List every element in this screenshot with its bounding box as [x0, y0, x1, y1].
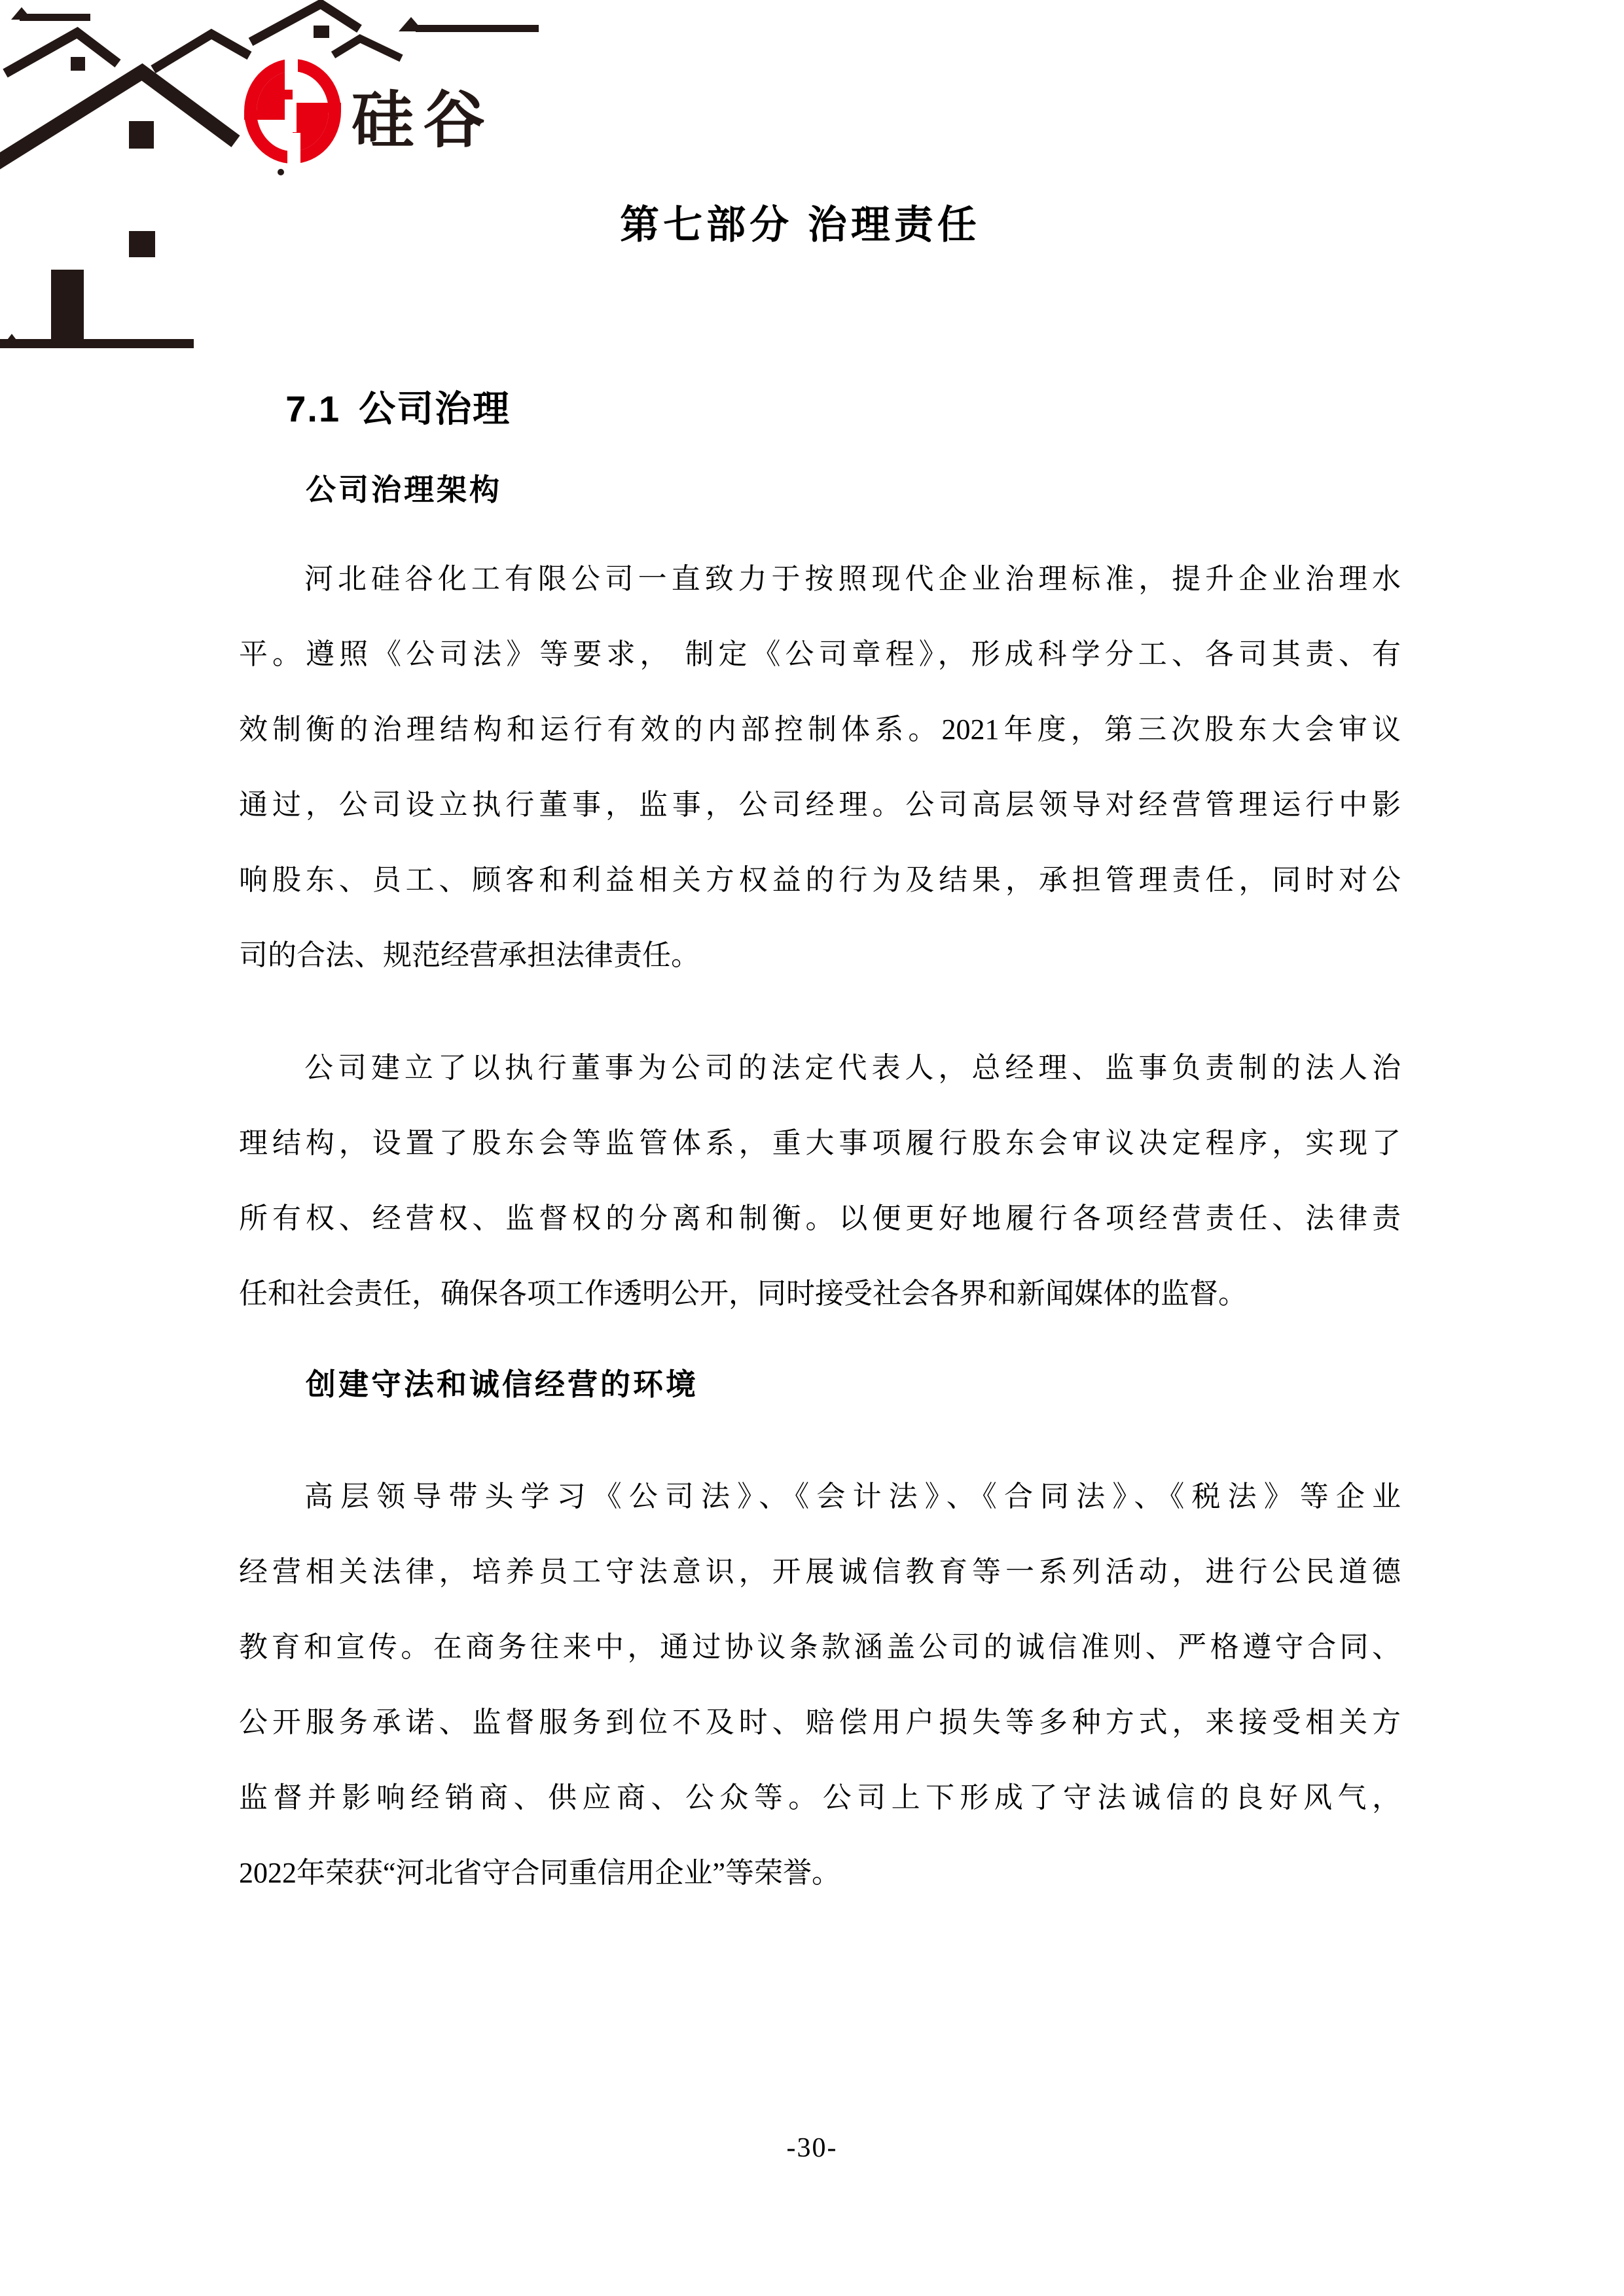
section-heading: [240, 338, 511, 475]
section-name: 公司治理: [359, 388, 511, 429]
body-line: 2022年荣获“河北省守合同重信用企业”等荣誉。: [239, 1857, 841, 1889]
subsection-heading-integrity-environment: 创建守法和诚信经营的环境: [306, 1368, 698, 1401]
body-line: 任和社会责任，确保各项工作透明公开，同时接受社会各界和新闻媒体的监督。: [239, 1278, 1247, 1310]
body-line: 理结构，设置了股东会等监管体系，重大事项履行股东会审议决定程序，实现了: [239, 1127, 1401, 1159]
company-logo: [0, 0, 563, 357]
body-line: 教育和宣传。在商务往来中，通过协议条款涵盖公司的诚信准则、严格遵守合同、: [239, 1631, 1401, 1663]
body-line: 高层领导带头学习《公司法》、《会计法》、《合同法》、《税法》等企业: [304, 1480, 1401, 1513]
section-number: 7.1: [285, 388, 341, 429]
body-line: 公开服务承诺、监督服务到位不及时、赔偿用户损失等多种方式，来接受相关方: [239, 1706, 1401, 1738]
page-number: -30-: [786, 2133, 838, 2163]
body-line: 通过，公司设立执行董事，监事，公司经理。公司高层领导对经营管理运行中影: [239, 789, 1401, 821]
body-line: 经营相关法律，培养员工守法意识，开展诚信教育等一系列活动，进行公民道德: [239, 1556, 1401, 1588]
s-emblem-icon: [244, 59, 341, 175]
body-line: 响股东、员工、顾客和利益相关方权益的行为及结果，承担管理责任，同时对公: [239, 864, 1401, 896]
body-line: 监督并影响经销商、供应商、公众等。公司上下形成了守法诚信的良好风气，: [239, 1782, 1401, 1814]
body-line: 平。遵照《公司法》等要求， 制定《公司章程》，形成科学分工、各司其责、有: [239, 638, 1401, 670]
body-line: 公司建立了以执行董事为公司的法定代表人，总经理、监事负责制的法人治: [304, 1052, 1401, 1084]
body-line: 所有权、经营权、监督权的分离和制衡。以便更好地履行各项经营责任、法律责: [239, 1202, 1401, 1234]
subsection-heading-governance-structure: 公司治理架构: [306, 473, 502, 507]
page-title: 第七部分 治理责任: [620, 203, 981, 247]
body-line: 效制衡的治理结构和运行有效的内部控制体系。2021年度，第三次股东大会审议: [239, 713, 1401, 745]
body-line: 司的合法、规范经营承担法律责任。: [239, 939, 700, 971]
body-line: 河北硅谷化工有限公司一直致力于按照现代企业治理标准，提升企业治理水: [304, 563, 1401, 595]
logo-brand-text: 硅谷: [352, 86, 495, 155]
rooftops-graphic: [0, 4, 539, 348]
